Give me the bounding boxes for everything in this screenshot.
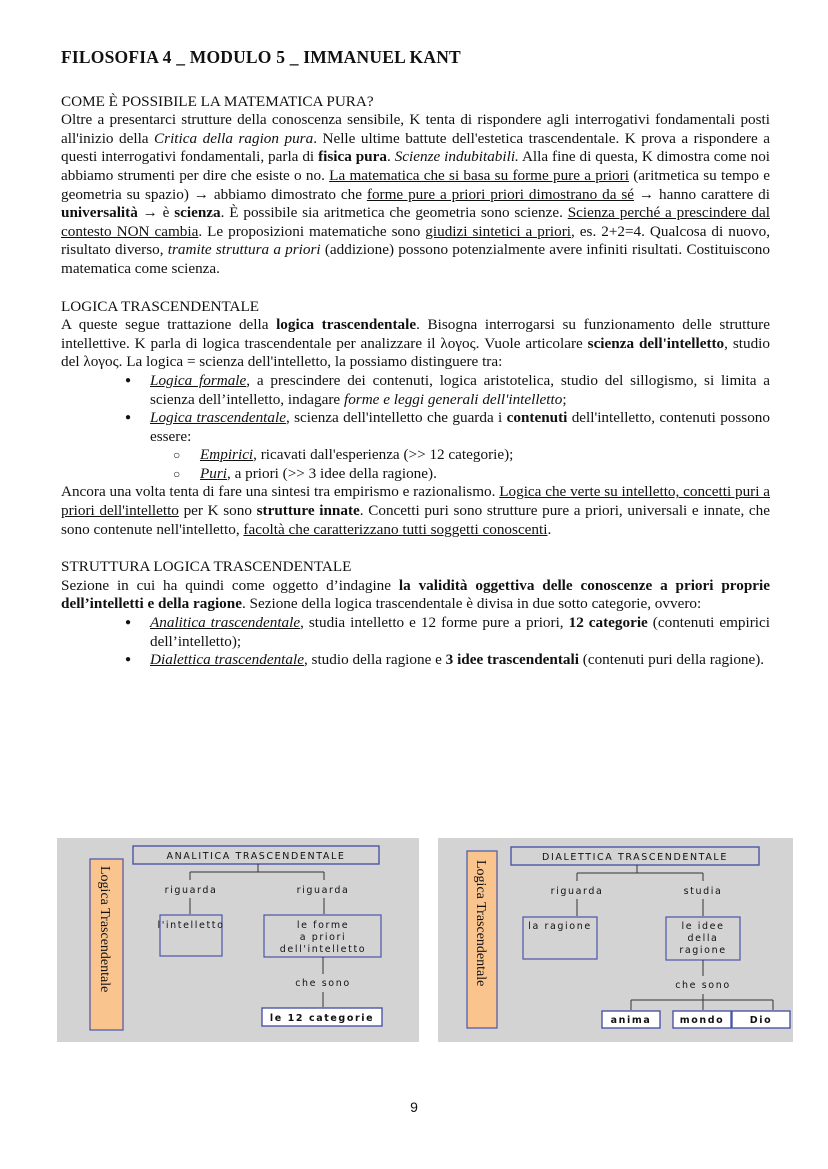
paragraph-struttura: Sezione in cui ha quindi come oggetto d’indagine la validità oggettiva delle conoscenze a priori proprie dell’intelletti e della ragione. Sezione della logica trascendentale è divisa in due sotto categorie, ovvero: <box>61 576 771 613</box>
bottom-label: le 12 categorie <box>269 1013 375 1024</box>
paragraph-logica: A queste segue trattazione della logica trascendentale. Bisogna interrogarsi su funzionamento delle strutture intellettive. K parla di logica trascendentale per analizzare il λογος. Vuole articolare scienza dell'intelletto, studio del λογος. La logica = scienza dell'intelletto, la possiamo distinguere tra: <box>61 316 770 371</box>
right-box-line: ragione <box>679 945 727 956</box>
dialettica-diagram <box>438 838 793 1042</box>
document-body <box>61 48 770 670</box>
left-box-label: l'intelletto <box>157 920 225 931</box>
right-box-line: della <box>687 933 719 944</box>
sub-list <box>150 446 770 483</box>
struttura-list <box>61 614 770 670</box>
left-link: riguarda <box>550 886 604 897</box>
list-item: ● Logica trascendentale, scienza dell'intelletto che guarda i contenuti dell'intelletto, contenuti possono essere: ○ Empirici, ricavati dall'esperienza (>> 12 categorie); ○ Puri, a priori (>> 3 idee della ragione). <box>61 409 770 483</box>
top-label: ANALITICA TRASCENDENTALE <box>166 851 346 862</box>
paragraph-matematica: Oltre a presentarci strutture della conoscenza sensibile, K tenta di rispondere agli interrogativi fondamentali posti all'inizio della Critica della ragion pura. Nelle ultime battute dell'estetica trascendentale. K prova a rispondere a questi interrogativi fondamentali, parla di fisica pura. Scienze indubitabili. Alla fine di questa, K dimostra come noi abbiamo strumenti per dire che esiste o no. La matematica che si basa su forme pure a priori (aritmetica su tempo e geometria su spazio) → abbiamo dimostrato che forme pure a priori priori dimostrano da sé → hanno carattere di universalità → è scienza. È possibile sia aritmetica che geometria sono scienze. Scienza perché a prescindere dal contesto NON cambia. Le proposizioni matematiche sono giudizi sintetici a priori, es. 2+2=4. Qualcosa di nuovo, risultato diverso, tramite struttura a priori (addizione) possono potenzialmente avere infiniti risultati. Costituiscono matematica come scienza. <box>61 111 771 277</box>
link2: che sono <box>295 978 351 989</box>
section-heading-matematica: COME È POSSIBILE LA MATEMATICA PURA? <box>61 92 374 110</box>
sub-list-item: ○ Empirici, ricavati dall'esperienza (>> 12 categorie); <box>150 446 770 465</box>
list-item: ● Logica formale, a prescindere dei contenuti, logica aristotelica, studio del sillogismo, si limita a scienza dell’intelletto, indagare forme e leggi generali dell'intelletto; <box>61 372 770 409</box>
side-label: Logica Trascendentale <box>473 860 488 987</box>
right-box-line: le idee <box>681 921 725 932</box>
left-box-label: la ragione <box>528 921 592 932</box>
link2: che sono <box>675 980 731 991</box>
side-label: Logica Trascendentale <box>97 866 112 993</box>
logica-list <box>61 372 770 484</box>
right-box-line: le forme <box>296 920 350 931</box>
left-link: riguarda <box>164 885 218 896</box>
bottom-label: mondo <box>679 1015 725 1026</box>
section-heading-struttura: STRUTTURA LOGICA TRASCENDENTALE <box>61 558 352 576</box>
sub-list-item: ○ Puri, a priori (>> 3 idee della ragione). <box>150 465 770 484</box>
top-label: DIALETTICA TRASCENDENTALE <box>542 852 728 863</box>
right-link: riguarda <box>296 885 350 896</box>
right-box-line: dell'intelletto <box>279 944 367 955</box>
right-box-line: a priori <box>299 932 347 943</box>
bottom-label: Dio <box>749 1015 773 1026</box>
list-item: ● Analitica trascendentale, studia intelletto e 12 forme pure a priori, 12 categorie (contenuti empirici dell’intelletto); <box>61 614 770 651</box>
paragraph-sintesi: Ancora una volta tenta di fare una sintesi tra empirismo e razionalismo. Logica che verte su intelletto, concetti puri a priori dell'intelletto per K sono strutture innate. Concetti puri sono strutture pure a priori, universali e innate, che sono contenute nell'intelletto, facoltà che caratterizzano tutti soggetti conoscenti. <box>61 483 770 538</box>
section-heading-logica: LOGICA TRASCENDENTALE <box>61 297 260 315</box>
analitica-diagram <box>57 838 419 1042</box>
diagrams <box>57 838 793 1042</box>
bottom-label: anima <box>610 1015 652 1026</box>
list-item: ● Dialettica trascendentale, studio della ragione e 3 idee trascendentali (contenuti puri della ragione). <box>61 651 770 670</box>
page-title: FILOSOFIA 4 _ MODULO 5 _ IMMANUEL KANT <box>61 47 461 67</box>
page-number: 9 <box>410 1099 418 1115</box>
right-link: studia <box>683 886 723 897</box>
